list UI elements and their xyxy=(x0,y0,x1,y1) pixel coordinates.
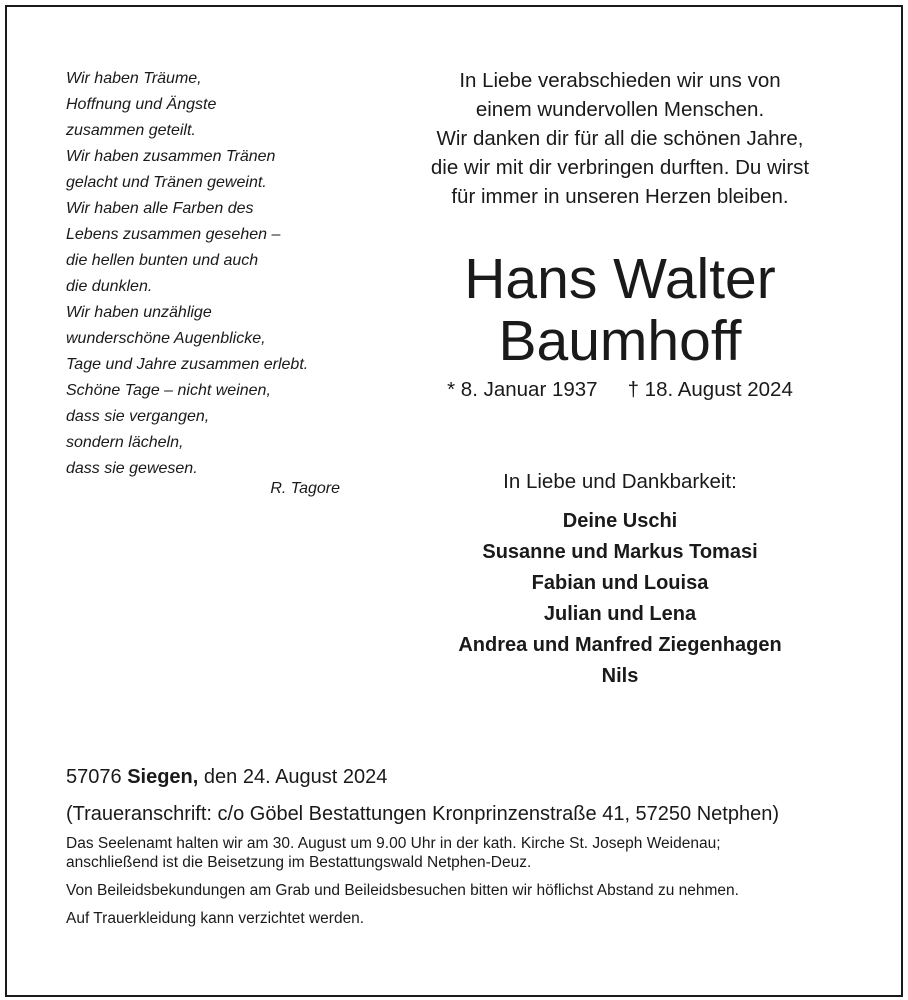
poem-line: Wir haben alle Farben des xyxy=(66,200,254,217)
poem-line: Hoffnung und Ängste xyxy=(66,96,217,113)
farewell-text xyxy=(400,66,840,211)
note-line: Das Seelenamt halten wir am 30. August um 9.00 Uhr in der kath. Kirche St. Joseph Weidenau; xyxy=(66,835,721,852)
poem-line: Wir haben unzählige xyxy=(66,304,212,321)
service-notes xyxy=(66,834,856,937)
farewell-line: für immer in unseren Herzen bleiben. xyxy=(451,185,789,208)
deceased-name xyxy=(400,248,840,372)
note-paragraph xyxy=(66,881,856,900)
farewell-line: In Liebe verabschieden wir uns von xyxy=(459,69,781,92)
poem-line: Schöne Tage – nicht weinen, xyxy=(66,382,271,399)
note-line: Von Beileidsbekundungen am Grab und Beileidsbesuchen bitten wir höflichst Abstand zu nehmen. xyxy=(66,882,739,899)
poem-line: dass sie vergangen, xyxy=(66,408,210,425)
poem-line: Tage und Jahre zusammen erlebt. xyxy=(66,356,309,373)
poem-line: Lebens zusammen gesehen – xyxy=(66,226,281,243)
mourner-name: Deine Uschi xyxy=(562,510,678,532)
poem-line: die dunklen. xyxy=(66,278,153,295)
deceased-first-names: Hans Walter xyxy=(464,247,776,311)
poem-line: gelacht und Tränen geweint. xyxy=(66,174,267,191)
poem-line: die hellen bunten und auch xyxy=(66,252,259,269)
death-date: † 18. August 2024 xyxy=(627,378,793,401)
mourner-name: Fabian und Louisa xyxy=(531,572,709,594)
mourning-address: (Traueranschrift: c/o Göbel Bestattungen Kronprinzenstraße 41, 57250 Netphen) xyxy=(66,803,779,825)
note-line: anschließend ist die Beisetzung im Bestattungswald Netphen-Deuz. xyxy=(66,854,532,871)
poem xyxy=(66,66,346,502)
farewell-line: die wir mit dir verbringen durften. Du wirst xyxy=(430,156,810,179)
city: Siegen, xyxy=(127,766,199,788)
poem-author: R. Tagore xyxy=(270,480,340,497)
farewell-line: Wir danken dir für all die schönen Jahre, xyxy=(436,127,804,150)
mourners-list xyxy=(400,506,840,692)
deceased-surname: Baumhoff xyxy=(498,309,742,373)
poem-line: Wir haben Träume, xyxy=(66,70,202,87)
life-dates xyxy=(400,376,840,404)
thanks-heading: In Liebe und Dankbarkeit: xyxy=(503,470,737,493)
poem-line: dass sie gewesen. xyxy=(66,460,198,477)
note-paragraph xyxy=(66,909,856,928)
note-line: Auf Trauerkleidung kann verzichtet werden. xyxy=(66,910,365,927)
poem-line: Wir haben zusammen Tränen xyxy=(66,148,276,165)
notice-date: den 24. August 2024 xyxy=(203,766,388,788)
note-paragraph xyxy=(66,834,856,872)
mourner-name: Susanne und Markus Tomasi xyxy=(482,541,758,563)
birth-date: * 8. Januar 1937 xyxy=(447,378,598,401)
mourner-name: Julian und Lena xyxy=(543,603,697,625)
mourner-name: Nils xyxy=(601,665,639,687)
postcode: 57076 xyxy=(66,766,122,788)
poem-line: sondern lächeln, xyxy=(66,434,184,451)
farewell-line: einem wundervollen Menschen. xyxy=(475,98,765,121)
place-and-date xyxy=(66,763,866,791)
poem-line: zusammen geteilt. xyxy=(66,122,196,139)
mourner-name: Andrea und Manfred Ziegenhagen xyxy=(458,634,782,656)
poem-line: wunderschöne Augenblicke, xyxy=(66,330,266,347)
